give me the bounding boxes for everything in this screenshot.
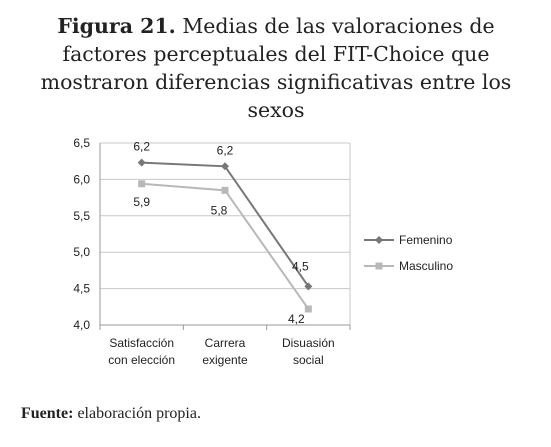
- x-tick-label: Satisfacción: [109, 336, 175, 350]
- legend-label: Masculino: [399, 259, 454, 273]
- y-tick-label: 6,5: [73, 136, 90, 150]
- y-tick-label: 5,0: [73, 245, 90, 260]
- data-label: 4,5: [291, 259, 309, 274]
- y-tick-label: 4,0: [73, 318, 90, 332]
- data-point-marker: [138, 159, 146, 167]
- legend-label: Femenino: [399, 233, 453, 247]
- y-tick-label: 4,5: [73, 281, 90, 296]
- legend-marker: [376, 263, 383, 270]
- source-label: Fuente:: [21, 405, 74, 422]
- data-point-marker: [305, 305, 312, 312]
- x-tick-label: exigente: [202, 353, 248, 367]
- data-label: 6,2: [216, 143, 234, 158]
- series-line-femenino: [142, 163, 309, 287]
- y-tick-label: 6,0: [73, 172, 90, 187]
- data-label: 6,2: [133, 139, 151, 154]
- legend-marker: [375, 236, 383, 244]
- x-tick-label: Carrera: [204, 336, 246, 350]
- data-point-marker: [222, 187, 229, 194]
- figure-label: Figura 21.: [57, 14, 176, 38]
- figure-source: [21, 405, 201, 423]
- source-text: elaboración propia.: [77, 405, 201, 422]
- x-tick-label: con elección: [108, 353, 176, 367]
- x-tick-label: social: [292, 353, 324, 367]
- data-label: 4,2: [287, 311, 305, 326]
- y-tick-label: 5,5: [73, 208, 90, 223]
- data-label: 5,9: [133, 194, 151, 209]
- figure-title: Medias de las valoraciones de factores perceptuales del FIT-Choice que mostraron diferencias significativas entre los sexos: [40, 14, 512, 122]
- data-label: 5,8: [210, 203, 228, 218]
- x-tick-label: Disuasión: [281, 336, 335, 350]
- data-point-marker: [138, 180, 145, 187]
